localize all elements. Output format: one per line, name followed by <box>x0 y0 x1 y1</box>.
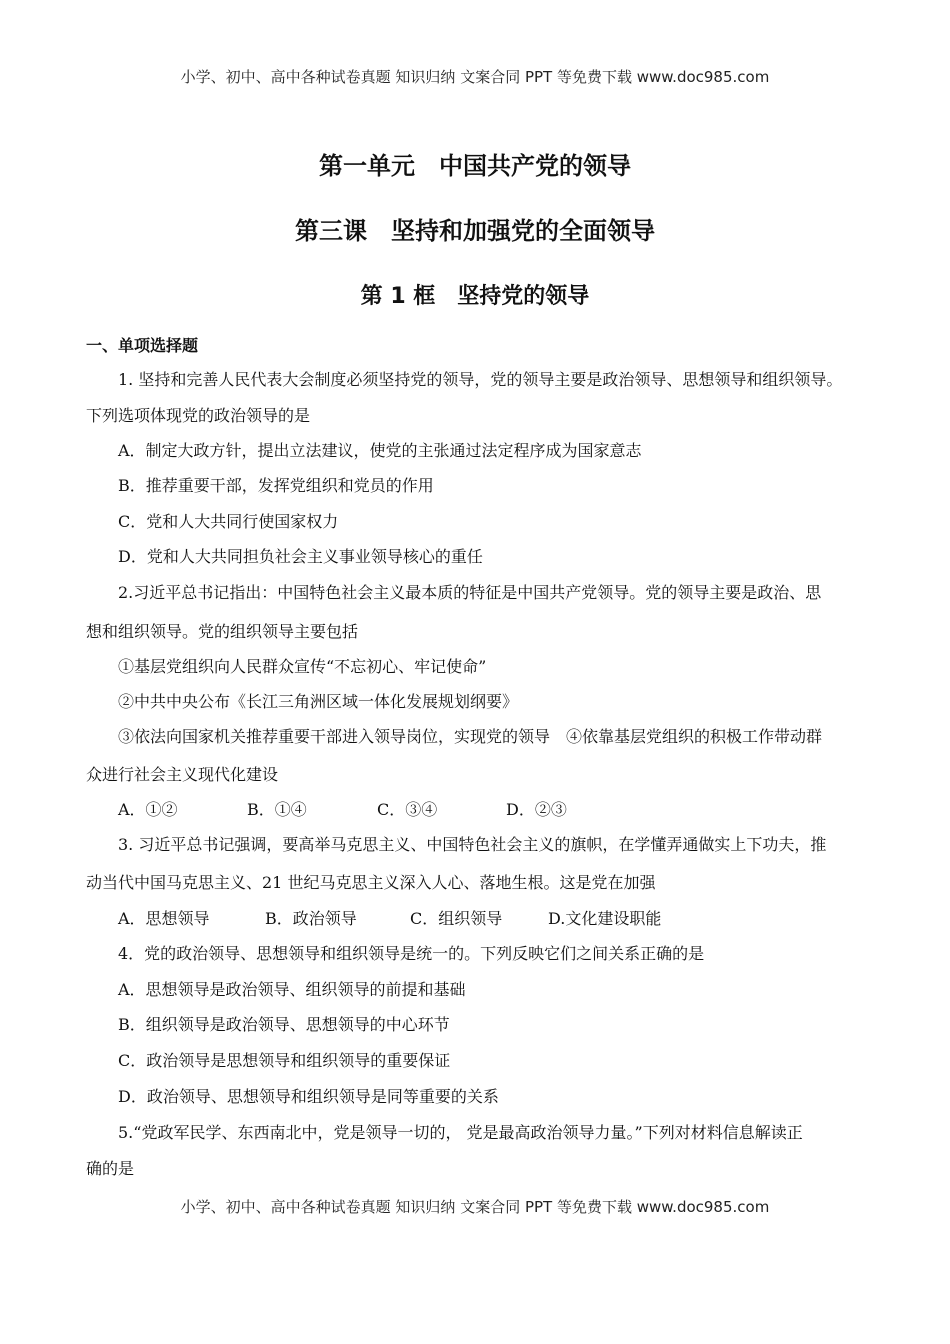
q3-stem-line2: 动当代中国马克思主义、21 世纪马克思主义深入人心、落地生根。这是党在加强 <box>86 873 656 892</box>
q1-option-b: B．推荐重要干部，发挥党组织和党员的作用 <box>118 476 434 495</box>
section-heading: 一、单项选择题 <box>86 336 199 355</box>
q2-option-b: B．①④ <box>247 800 307 819</box>
unit-title: 第一单元 中国共产党的领导 <box>319 152 631 180</box>
q1-stem-line1: 1. 坚持和完善人民代表大会制度必须坚持党的领导，党的领导主要是政治领导、思想领导和组织领导。 <box>118 370 843 389</box>
q2-item-1: ①基层党组织向人民群众宣传“不忘初心、牢记使命” <box>118 657 487 676</box>
q2-item-3-4: ③依法向国家机关推荐重要干部进入领导岗位，实现党的领导 ④依靠基层党组织的积极工作带动群 <box>118 727 823 746</box>
q2-option-a: A．①② <box>118 800 178 819</box>
q5-stem-line2: 确的是 <box>86 1159 135 1178</box>
q5-stem-line1: 5.“党政军民学、东西南北中，党是领导一切的， 党是最高政治领导力量。”下列对材料信息解读正 <box>118 1123 803 1142</box>
lesson-title: 第三课 坚持和加强党的全面领导 <box>295 217 655 245</box>
q2-item-4-cont: 众进行社会主义现代化建设 <box>86 765 279 784</box>
q3-option-a: A．思想领导 <box>118 909 210 928</box>
q4-option-d: D．政治领导、思想领导和组织领导是同等重要的关系 <box>118 1087 499 1106</box>
q4-option-a: A．思想领导是政治领导、组织领导的前提和基础 <box>118 980 466 999</box>
page-footer: 小学、初中、高中各种试卷真题 知识归纳 文案合同 PPT 等免费下载 www.doc985.com <box>180 1198 770 1216</box>
q2-stem-line1: 2.习近平总书记指出：中国特色社会主义最本质的特征是中国共产党领导。党的领导主要是政治、思 <box>118 583 822 602</box>
q2-stem-line2: 想和组织领导。党的组织领导主要包括 <box>86 622 359 641</box>
q1-option-c: C．党和人大共同行使国家权力 <box>118 512 339 531</box>
q2-option-c: C．③④ <box>377 800 438 819</box>
q3-option-b: B．政治领导 <box>265 909 357 928</box>
page-header: 小学、初中、高中各种试卷真题 知识归纳 文案合同 PPT 等免费下载 www.doc985.com <box>180 68 770 86</box>
q4-option-b: B．组织领导是政治领导、思想领导的中心环节 <box>118 1015 450 1034</box>
q1-stem-line2: 下列选项体现党的政治领导的是 <box>86 406 311 425</box>
frame-title: 第 1 框 坚持党的领导 <box>360 284 590 309</box>
q3-option-c: C．组织领导 <box>410 909 503 928</box>
q4-option-c: C．政治领导是思想领导和组织领导的重要保证 <box>118 1051 451 1070</box>
q1-option-d: D．党和人大共同担负社会主义事业领导核心的重任 <box>118 547 483 566</box>
q3-stem-line1: 3. 习近平总书记强调，要高举马克思主义、中国特色社会主义的旗帜，在学懂弄通做实上下功夫，推 <box>118 835 827 854</box>
q2-option-d: D．②③ <box>506 800 567 819</box>
q2-item-2: ②中共中央公布《长江三角洲区域一体化发展规划纲要》 <box>118 692 519 711</box>
q1-option-a: A．制定大政方针，提出立法建议，使党的主张通过法定程序成为国家意志 <box>118 441 642 460</box>
q3-option-d: D.文化建设职能 <box>548 909 662 928</box>
q4-stem: 4．党的政治领导、思想领导和组织领导是统一的。下列反映它们之间关系正确的是 <box>118 944 705 963</box>
